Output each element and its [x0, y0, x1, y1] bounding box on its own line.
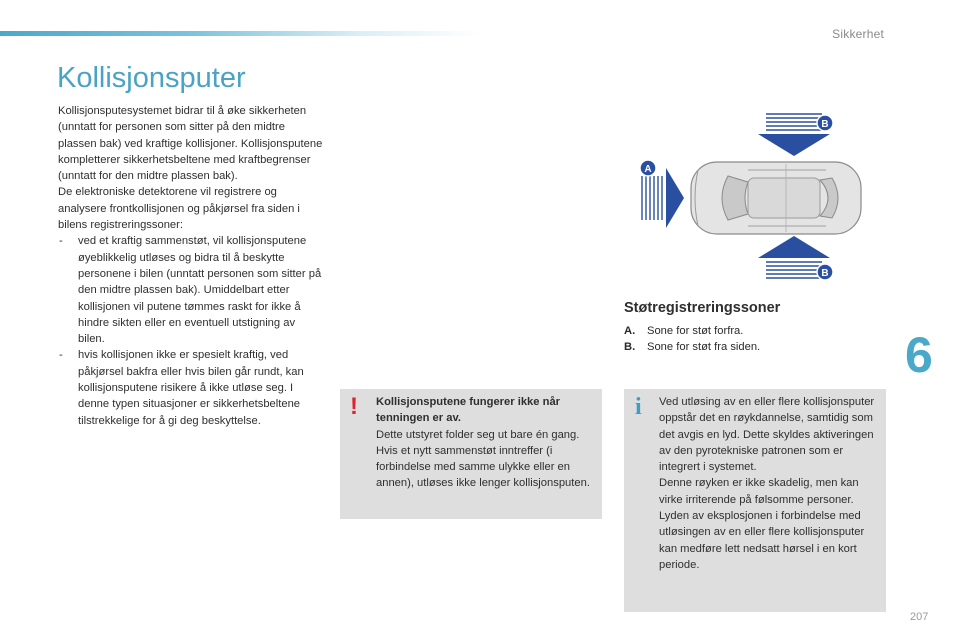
- svg-text:A: A: [644, 164, 652, 175]
- zone-text: Sone for støt fra siden.: [647, 341, 761, 354]
- svg-text:B: B: [821, 268, 829, 279]
- chapter-number: 6: [905, 327, 933, 383]
- warning-text: Dette utstyret folder seg ut bare én gang. Hvis et nytt sammenstøt inntreffer (i forbindelse med samme ulykke eller en annen), utløses ikke lenger kollisjonsputen.: [376, 428, 590, 490]
- svg-text:B: B: [821, 119, 829, 130]
- list-item: - ved et kraftig sammenstøt, vil kollisjonsputene øyeblikkelig utløses og bidra til å beskytte personene i bilen (unntatt personen som sitter på den midtre plassen bak). Umiddelbart etter kollisjonen vil putene tømmes raskt for ikke å hindre sikten eller en eventuell utstigning av bilen.: [58, 233, 323, 347]
- section-label: Sikkerhet: [832, 27, 884, 41]
- info-paragraph-1: Ved utløsing av en eller flere kollisjonsputer oppstår det en røykdannelse, samtidig som det avgis en lyd. Dette skyldes aktiveringen av den pyrotekniske patronen som er integrert i systemet.: [659, 396, 875, 474]
- list-item: [624, 323, 874, 339]
- intro-paragraph-2: De elektroniske detektorene vil registrere og analysere frontkollisjonen og påkjørsel fra siden i bilens registreringssoner:: [58, 186, 300, 232]
- list-item: [624, 339, 874, 355]
- front-impact-arrow-icon: [642, 168, 684, 228]
- page-title: Kollisjonsputer: [57, 62, 246, 94]
- car-impact-zones-diagram: [636, 110, 872, 290]
- header-accent-bar: [0, 31, 480, 36]
- intro-text: [58, 103, 323, 429]
- zone-label-a: [640, 160, 656, 176]
- page-number: 207: [910, 611, 929, 623]
- warning-exclamation-icon: !: [350, 393, 358, 420]
- zone-key: B.: [624, 341, 636, 354]
- warning-title: Kollisjonsputene fungerer ikke når tenningen er av.: [376, 396, 561, 425]
- zone-key: A.: [624, 325, 636, 337]
- zones-list: [624, 323, 874, 356]
- intro-paragraph-1: Kollisjonsputesystemet bidrar til å øke sikkerheten (unntatt for personen som sitter på den midtre plassen bak) ved kraftige kollisjoner. Kollisjonsputene kompletterer sikkerhetsbeltene med kraftbegrenser (unntatt for den midtre plassen bak).: [58, 105, 323, 183]
- car-top-view-icon: [691, 162, 861, 234]
- zone-text: Sone for støt forfra.: [647, 325, 744, 337]
- warning-box: [340, 389, 602, 519]
- intro-list: [58, 233, 323, 429]
- list-item: - hvis kollisjonen ikke er spesielt kraftig, ved påkjørsel bakfra eller hvis bilen går rundt, kan kollisjonsputene risikere å ikke utløse seg. I denne typen situasjoner er sikkerhetsbeltene tilstrekkelige for å gi deg beskyttelse.: [58, 347, 323, 428]
- info-box: [624, 389, 886, 612]
- zone-label-b-bottom: [817, 264, 833, 280]
- info-paragraph-2: Denne røyken er ikke skadelig, men kan virke irriterende på følsomme personer. Lyden av eksplosjonen i forbindelse med utløsingen av en eller flere kollisjonsputer kan medføre lett nedsatt hørsel i en kort periode.: [659, 477, 865, 571]
- zones-heading: Støtregistreringssoner: [624, 300, 781, 316]
- info-icon: i: [635, 394, 642, 420]
- zone-label-b-top: [817, 115, 833, 131]
